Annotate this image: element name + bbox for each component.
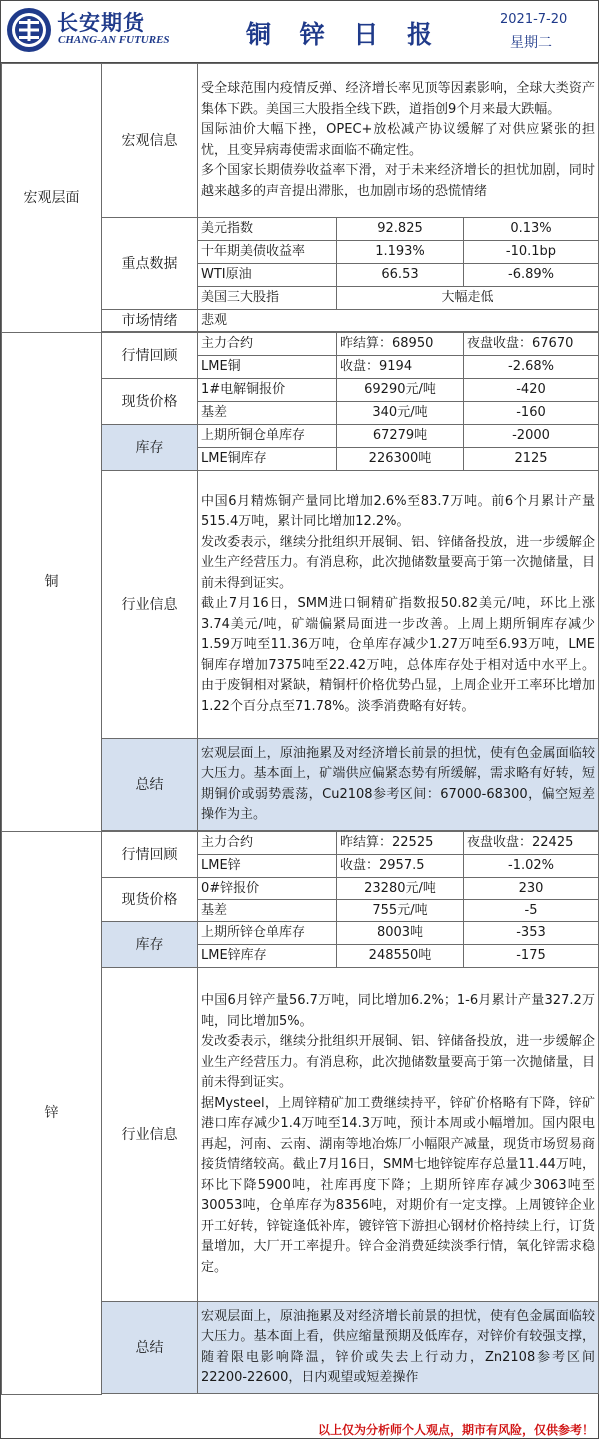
zinc-market-label: 行情回顾: [102, 832, 198, 878]
report-table: [1, 63, 599, 1395]
section-copper: 铜: [2, 333, 102, 832]
chang-an-logo-icon: [5, 6, 53, 54]
copper-spot-value: 69290元/吨: [337, 379, 464, 402]
report-header: [1, 1, 598, 63]
key-data-change: 0.13%: [464, 218, 599, 241]
report-weekday: 星期二: [510, 35, 552, 51]
copper-market-change: 夜盘收盘：67670: [464, 333, 599, 356]
key-data-name: WTI原油: [198, 264, 337, 287]
copper-spot-change: -420: [464, 379, 599, 402]
key-data-label: 重点数据: [102, 218, 198, 310]
zinc-stock-label: 库存: [102, 922, 198, 968]
copper-stock-change: 2125: [464, 448, 599, 471]
copper-market-change: -2.68%: [464, 356, 599, 379]
macro-info-paragraph: 受全球范围内疫情反弹、经济增长率见顶等因素影响，全球大类资产集体下跌。美国三大股指全线下跌，道指创9个月来最大跌幅。: [201, 81, 595, 117]
zinc-spot-change: 230: [464, 878, 599, 900]
key-data-value: 66.53: [337, 264, 464, 287]
copper-spot-name: 1#电解铜报价: [198, 379, 337, 402]
zinc-spot-name: 0#锌报价: [198, 878, 337, 900]
copper-summary-text: 宏观层面上，原油拖累及对经济增长前景的担忧，使有色金属面临较大压力。基本面上，矿端供应偏紧态势有所缓解，需求略有好转，短期铜价或弱势震荡，Cu2108参考区间：67000-68300，偏空短差操作为主。: [198, 739, 599, 831]
zinc-industry-paragraph: 中国6月锌产量56.7万吨，同比增加6.2%；1-6月累计产量327.2万吨，同比增加5%。: [201, 993, 595, 1029]
zinc-market-change: -1.02%: [464, 855, 599, 878]
brand-name-en: CHANG-AN FUTURES: [58, 34, 170, 46]
brand-name-cn: 长安期货: [57, 11, 145, 35]
zinc-spot-value: 23280元/吨: [337, 878, 464, 900]
zinc-summary-label: 总结: [102, 1302, 198, 1394]
key-data-value: 92.825: [337, 218, 464, 241]
macro-info-text: [198, 64, 599, 218]
macro-info-paragraph: 国际油价大幅下挫，OPEC+放松减产协议缓解了对供应紧张的担忧，且变异病毒使需求面临不确定性。: [201, 122, 595, 158]
zinc-spot-value: 755元/吨: [337, 900, 464, 922]
zinc-market-name: 主力合约: [198, 832, 337, 855]
key-data-change: -6.89%: [464, 264, 599, 287]
copper-spot-value: 340元/吨: [337, 402, 464, 425]
zinc-market-value: 昨结算：22525: [337, 832, 464, 855]
us-stocks-name: 美国三大股指: [198, 287, 337, 310]
zinc-stock-change: -353: [464, 922, 599, 945]
copper-market-name: 主力合约: [198, 333, 337, 356]
report-date: 2021-7-20: [500, 12, 568, 27]
copper-spot-change: -160: [464, 402, 599, 425]
copper-market-name: LME铜: [198, 356, 337, 379]
copper-market-value: 昨结算：68950: [337, 333, 464, 356]
disclaimer: 以上仅为分析师个人观点，期市有风险，仅供参考！: [317, 1423, 594, 1437]
report-title: 铜 锌 日 报: [246, 20, 443, 49]
macro-info-label: 宏观信息: [102, 64, 198, 218]
zinc-stock-value: 8003吨: [337, 922, 464, 945]
key-data-name: 十年期美债收益率: [198, 241, 337, 264]
zinc-stock-name: 上期所锌仓单库存: [198, 922, 337, 945]
zinc-market-change: 夜盘收盘：22425: [464, 832, 599, 855]
zinc-industry-text: [198, 968, 599, 1302]
zinc-industry-paragraph: 据Mysteel，上周锌精矿加工费继续持平，锌矿价格略有下降，锌矿港口库存减少1.4万吨至14.3万吨，预计本周或小幅增加。国内限电再起，河南、云南、湖南等地冶炼厂小幅限产减量，现货市场贸易商接货情绪较高。截止7月16日，SMM七地锌锭库存总量11.44万吨，环比下降5900吨，社库再度下降；上期所锌库存减少3063吨至30053吨，仓单库存为8356吨，对期价有一定支撑。上周镀锌企业开工好转，锌锭逢低补库，镀锌管下游担心钢材价格持续上行，订货量增加，大厂开工率提升。锌合金消费延续淡季行情，氧化锌需求稳定。: [201, 1095, 595, 1275]
zinc-spot-name: 基差: [198, 900, 337, 922]
copper-stock-name: LME铜库存: [198, 448, 337, 471]
zinc-spot-label: 现货价格: [102, 878, 198, 922]
copper-spot-label: 现货价格: [102, 379, 198, 425]
zinc-market-value: 收盘：2957.5: [337, 855, 464, 878]
copper-market-label: 行情回顾: [102, 333, 198, 379]
copper-spot-name: 基差: [198, 402, 337, 425]
copper-industry-text: [198, 471, 599, 739]
copper-industry-label: 行业信息: [102, 471, 198, 739]
section-zinc: 锌: [2, 832, 102, 1395]
zinc-stock-value: 248550吨: [337, 945, 464, 968]
zinc-spot-change: -5: [464, 900, 599, 922]
copper-stock-value: 226300吨: [337, 448, 464, 471]
macro-info-paragraph: 多个国家长期债券收益率下滑，对于未来经济增长的担忧加剧，同时越来越多的声音提出滞胀，也加剧市场的恐慌情绪: [201, 163, 595, 199]
us-stocks-value: 大幅走低: [337, 287, 599, 310]
zinc-industry-paragraph: 发改委表示，继续分批组织开展铜、铝、锌储备投放，进一步缓解企业生产经营压力。有消息称，此次抛储数量要高于第一次抛储量，目前未得到证实。: [201, 1034, 595, 1090]
copper-industry-paragraph: 中国6月精炼铜产量同比增加2.6%至83.7万吨。前6个月累计产量515.4万吨，累计同比增加12.2%。: [201, 493, 595, 530]
zinc-industry-label: 行业信息: [102, 968, 198, 1302]
key-data-change: -10.1bp: [464, 241, 599, 264]
copper-stock-name: 上期所铜仓单库存: [198, 425, 337, 448]
copper-industry-paragraph: 发改委表示，继续分批组织开展铜、铝、锌储备投放，进一步缓解企业生产经营压力。有消息称，此次抛储数量要高于第一次抛储量，目前未得到证实。: [201, 534, 595, 591]
copper-stock-label: 库存: [102, 425, 198, 471]
copper-market-value: 收盘：9194: [337, 356, 464, 379]
section-macro: 宏观层面: [2, 64, 102, 333]
zinc-stock-change: -175: [464, 945, 599, 968]
zinc-market-name: LME锌: [198, 855, 337, 878]
sentiment-label: 市场情绪: [102, 310, 198, 332]
copper-industry-paragraph: 截止7月16日，SMM进口铜精矿指数报50.82美元/吨，环比上涨3.74美元/吨，矿端偏紧局面进一步改善。上周上期所铜库存减少1.59万吨至11.36万吨，仓单库存减少1.27万吨至6.93万吨，LME铜库存增加7375吨至22.42万吨，总体库存处于相对适中水平上。由于废铜相对紧缺，精铜杆价格优势凸显，上周企业开工率环比增加1.22个百分点至71.78%。淡季消费略有好转。: [201, 596, 595, 714]
zinc-summary-text: 宏观层面上，原油拖累及对经济增长前景的担忧，使有色金属面临较大压力。基本面上看，供应缩量预期及低库存，对锌价有较强支撑，随着限电影响降温，锌价或失去上行动力，Zn2108参考区间22200-22600，日内观望或短差操作: [198, 1302, 599, 1394]
key-data-value: 1.193%: [337, 241, 464, 264]
sentiment-value: 悲观: [198, 310, 599, 332]
key-data-name: 美元指数: [198, 218, 337, 241]
copper-stock-change: -2000: [464, 425, 599, 448]
copper-summary-label: 总结: [102, 739, 198, 831]
copper-stock-value: 67279吨: [337, 425, 464, 448]
zinc-stock-name: LME锌库存: [198, 945, 337, 968]
